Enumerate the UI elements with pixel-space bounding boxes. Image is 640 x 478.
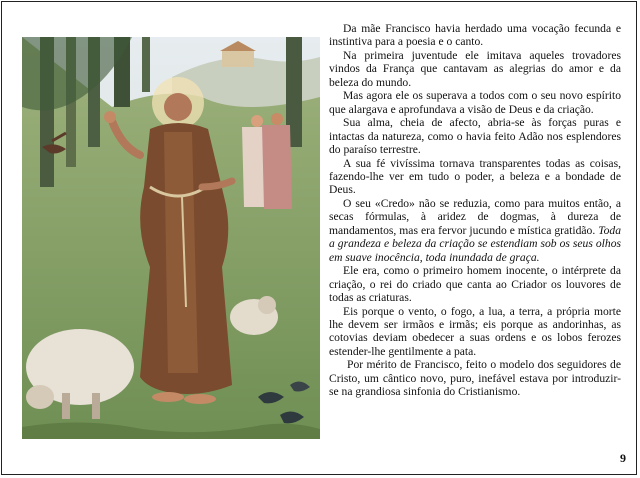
page-number: 9 xyxy=(620,451,626,465)
italic-passage: Toda a grandeza e beleza da criação se estendiam sob os seus olhos em suave inocência, toda inundada de graça. xyxy=(329,223,621,264)
paragraph xyxy=(329,197,621,264)
paragraph: Da mãe Francisco havia herdado uma vocação fecunda e instintiva para a poesia e o canto. xyxy=(329,22,621,49)
paragraph-text: O seu «Credo» não se reduzia, como para muitos então, a secas fórmulas, à aridez de dogmas, à dureza de mandamentos, mas era fervor jucundo e mística gratidão. xyxy=(329,196,621,237)
paragraph: Sua alma, cheia de afecto, abria-se às forças puras e intactas da natureza, como o havia feito Adão nos esplendores do paraíso terrestre. xyxy=(329,116,621,157)
paragraph: Eis porque o vento, o fogo, a lua, a terra, a própria morte lhe devem ser irmãos e irmãs; eis porque as andorinhas, as cotovias deviam obedecer a suas ordens e os lobos ferozes estender-lhe gentilmente a pata. xyxy=(329,304,621,358)
article-text xyxy=(329,22,621,399)
saint-francis-illustration xyxy=(22,37,320,439)
paragraph: Por mérito de Francisco, feito o modelo dos seguidores de Cristo, um cântico novo, puro, inefável estava por introduzir-se na grandiosa sinfonia do Cristianismo. xyxy=(329,358,621,399)
paragraph: A sua fé vivíssima tornava transparentes todas as coisas, fazendo-lhe ver em tudo o poder, a beleza e a bondade de Deus. xyxy=(329,156,621,197)
paragraph: Ele era, como o primeiro homem inocente, o intérprete da criação, o rei do criado que canta ao Criador os louvores de todas as criaturas. xyxy=(329,264,621,305)
paragraph: Na primeira juventude ele imitava aqueles trovadores vindos da França que cantavam as alegrias do amor e da beleza do mundo. xyxy=(329,48,621,89)
paragraph: Mas agora ele os superava a todos com o seu novo espírito que alargava e aprofundava a visão de Deus e da criação. xyxy=(329,89,621,116)
